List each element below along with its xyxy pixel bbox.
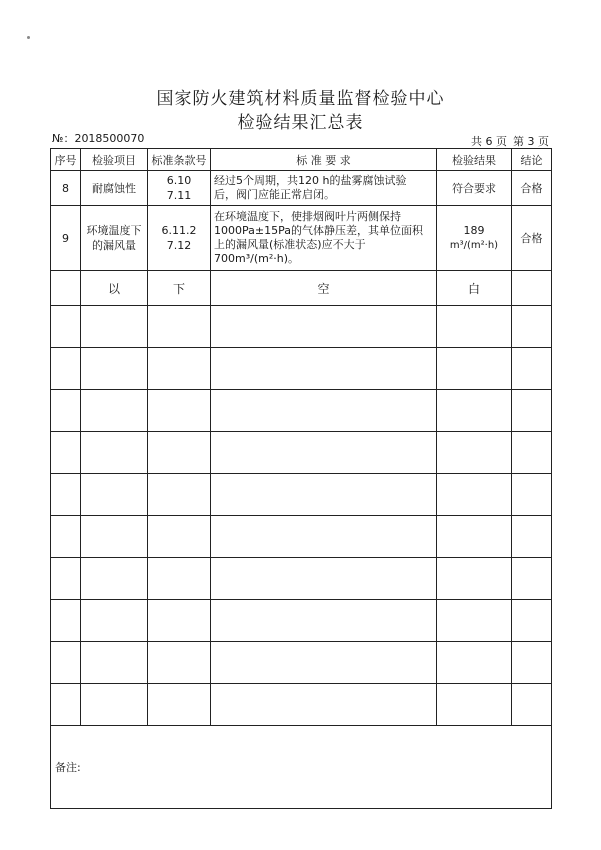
clause-line: 6.10 — [166, 174, 192, 187]
clause-line: 7.11 — [166, 189, 192, 202]
empty-row — [51, 516, 552, 558]
empty-row — [51, 600, 552, 642]
empty-cell — [512, 271, 552, 306]
col-header-item: 检验项目 — [81, 149, 148, 171]
col-header-requirement: 标 准 要 求 — [211, 149, 437, 171]
row-conclusion: 合格 — [512, 206, 552, 271]
empty-row — [51, 390, 552, 432]
col-header-clause: 标准条款号 — [148, 149, 211, 171]
clause-line: 7.12 — [166, 239, 192, 252]
clause-line: 6.11.2 — [161, 224, 197, 237]
empty-row — [51, 558, 552, 600]
blank-marker-char: 以 — [81, 271, 148, 306]
table-row — [51, 171, 552, 206]
blank-marker-char: 下 — [148, 271, 211, 306]
blank-marker-char: 空 — [211, 271, 437, 306]
row-requirement — [211, 206, 437, 271]
row-clause — [148, 171, 211, 206]
col-header-result: 检验结果 — [437, 149, 512, 171]
table-row — [51, 206, 552, 271]
header-row — [51, 149, 552, 171]
blank-marker-char: 白 — [437, 271, 512, 306]
requirement-line: 经过5个周期，共120 h的盐雾腐蚀试验 — [214, 174, 407, 187]
scan-speck — [27, 36, 30, 39]
result-unit: m³/(m²·h) — [449, 240, 499, 251]
empty-row — [51, 684, 552, 726]
row-no: 9 — [51, 206, 81, 271]
requirement-line: 1000Pa±15Pa的气体静压差，其单位面积 — [214, 224, 423, 237]
total-pages: 共 6 页 — [471, 135, 507, 148]
row-requirement — [211, 171, 437, 206]
page-info — [471, 133, 549, 149]
document-number: №：2018500070 — [52, 132, 145, 145]
row-no: 8 — [51, 171, 81, 206]
requirement-line: 在环境温度下，使排烟阀叶片两侧保持 — [214, 210, 401, 223]
remarks-cell — [51, 726, 552, 809]
current-page: 第 3 页 — [513, 135, 549, 148]
remarks-row — [51, 726, 552, 809]
item-line: 的漏风量 — [92, 239, 136, 252]
empty-cell — [51, 271, 81, 306]
results-table — [50, 148, 552, 809]
col-header-conclusion: 结论 — [512, 149, 552, 171]
center-title: 国家防火建筑材料质量监督检验中心 — [156, 89, 445, 109]
col-header-no: 序号 — [51, 149, 81, 171]
remarks-label: 备注: — [55, 761, 81, 774]
row-item — [81, 206, 148, 271]
row-result — [437, 206, 512, 271]
empty-row — [51, 348, 552, 390]
row-item: 耐腐蚀性 — [81, 171, 148, 206]
row-result: 符合要求 — [437, 171, 512, 206]
row-clause — [148, 206, 211, 271]
empty-row — [51, 432, 552, 474]
table-title: 检验结果汇总表 — [237, 113, 364, 133]
requirement-line: 700m³/(m²·h)。 — [214, 252, 300, 265]
result-value: 189 — [463, 224, 485, 237]
empty-row — [51, 306, 552, 348]
row-conclusion: 合格 — [512, 171, 552, 206]
requirement-line: 上的漏风量(标准状态)应不大于 — [214, 238, 366, 251]
requirement-line: 后，阀门应能正常启闭。 — [214, 188, 335, 201]
item-line: 环境温度下 — [86, 224, 142, 237]
empty-row — [51, 642, 552, 684]
blank-marker-row — [51, 271, 552, 306]
empty-row — [51, 474, 552, 516]
